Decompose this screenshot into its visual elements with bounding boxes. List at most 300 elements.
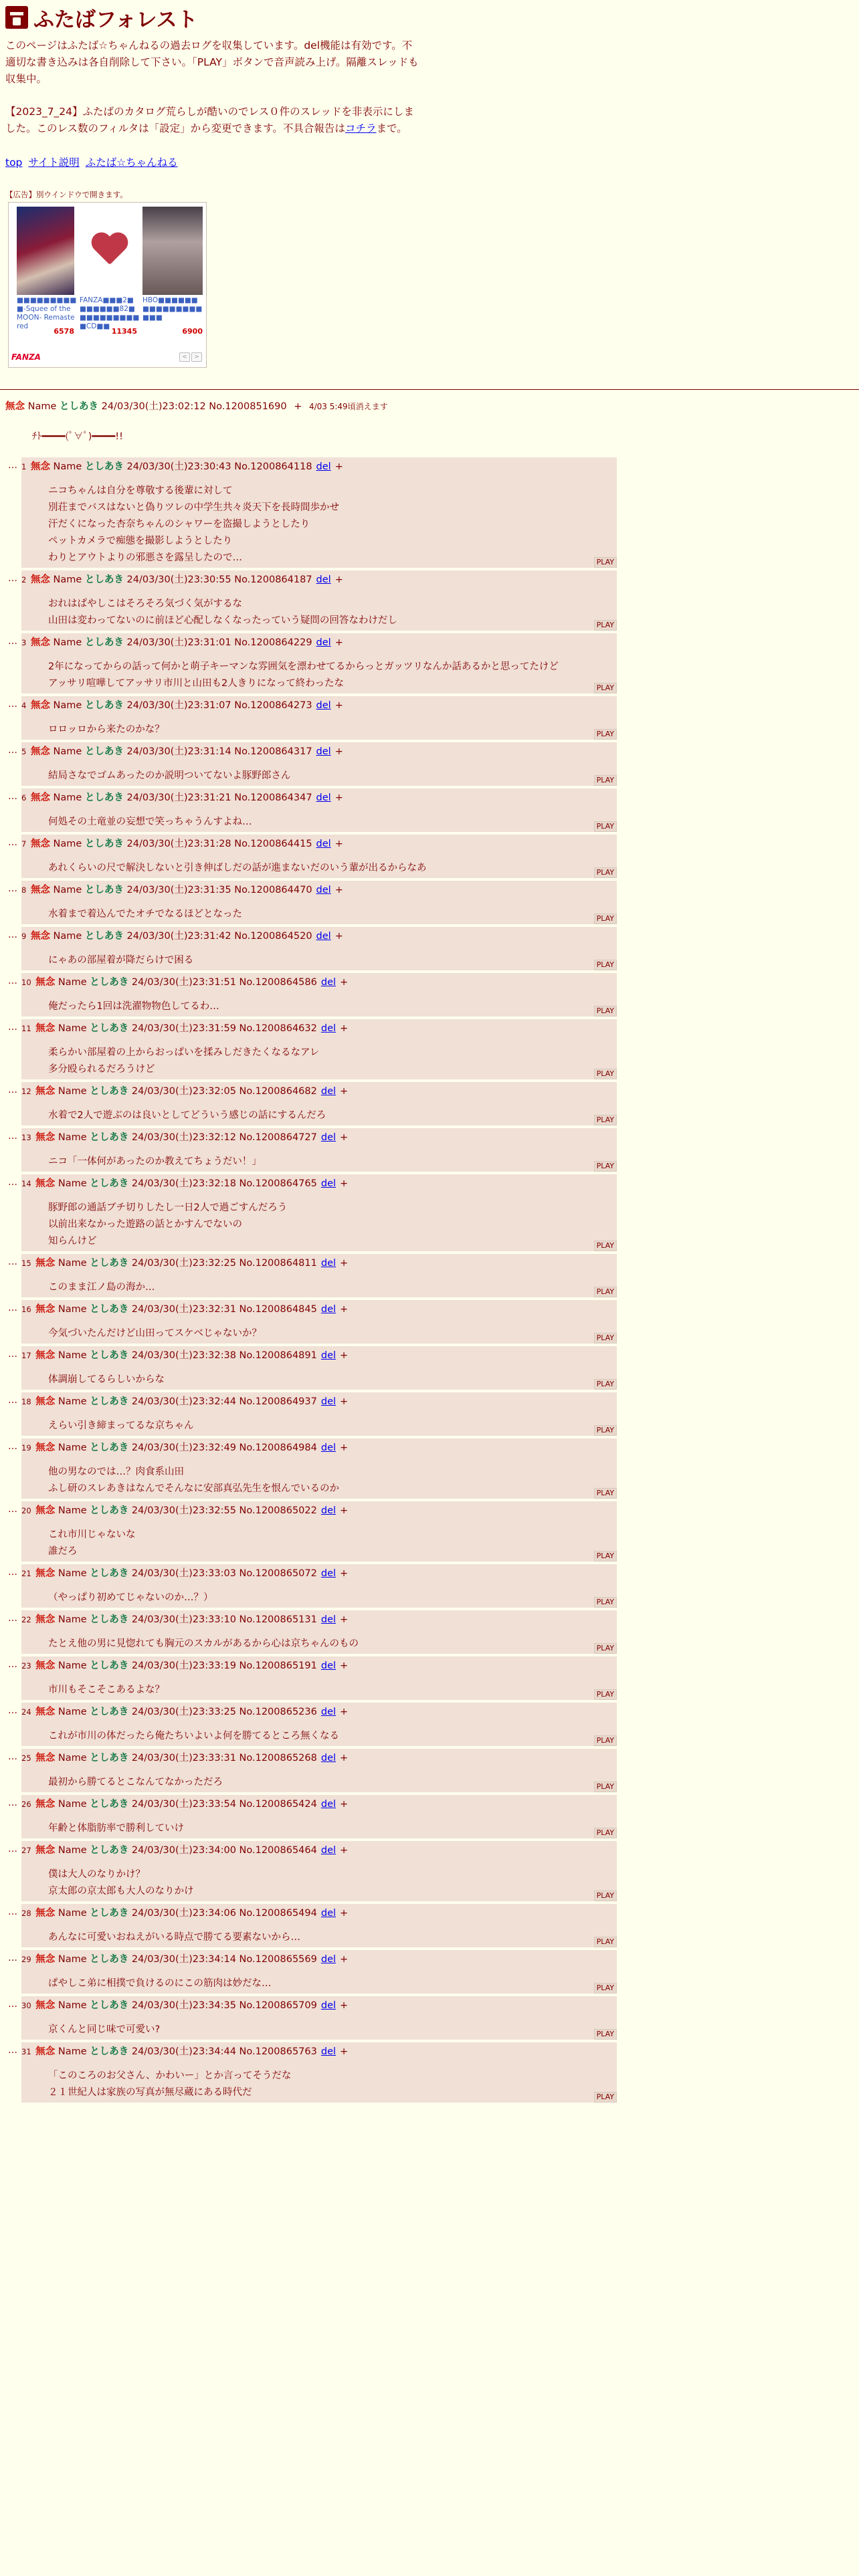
reply-body xyxy=(48,1728,617,1745)
reply-plus-button[interactable]: + xyxy=(340,1258,349,1269)
reply-name-label: Name xyxy=(53,931,82,942)
reply-del-link[interactable]: del xyxy=(320,1086,337,1097)
reply-index: 31 xyxy=(21,2047,31,2056)
ad-title-3[interactable]: HBO■■■■■■■■■■■■■■■■■■ xyxy=(142,296,203,322)
reply-name-label: Name xyxy=(58,1396,87,1407)
play-button[interactable]: PLAY xyxy=(594,821,617,832)
reply-text-line: 俺だったら1回は洗濯物物色してるわ… xyxy=(48,1001,219,1012)
reply-username: としあき xyxy=(90,1707,129,1717)
reply-header xyxy=(21,1953,617,1966)
reply-header xyxy=(21,1504,617,1517)
reply-box xyxy=(21,1841,617,1901)
reply-plus-button[interactable]: + xyxy=(340,1132,349,1143)
reply-body xyxy=(48,952,617,969)
play-button[interactable]: PLAY xyxy=(594,557,617,568)
play-button[interactable]: PLAY xyxy=(594,1161,617,1172)
reply-index: 15 xyxy=(21,1259,31,1268)
reply-row xyxy=(0,696,629,740)
play-button[interactable]: PLAY xyxy=(594,1069,617,1079)
reply-subject: 無念 xyxy=(30,461,50,472)
reply-post-number: No.1200865569 xyxy=(239,1954,317,1965)
reply-row xyxy=(0,1254,629,1297)
reply-plus-button[interactable]: + xyxy=(335,792,343,803)
reply-date: 24/03/30(土)23:34:35 xyxy=(131,2000,236,2011)
reply-del-link[interactable]: del xyxy=(320,1568,337,1579)
reply-row xyxy=(0,1501,629,1562)
reply-del-link[interactable]: del xyxy=(320,1753,337,1763)
ad-next-button[interactable]: > xyxy=(191,352,202,362)
play-button[interactable]: PLAY xyxy=(594,1379,617,1390)
reply-text-line: 京太郎の京太郎も大人のなりかけ xyxy=(48,1886,194,1897)
reply-index: 12 xyxy=(21,1087,31,1096)
reply-index: 19 xyxy=(21,1443,31,1453)
reply-box xyxy=(21,633,617,693)
reply-body xyxy=(48,998,617,1015)
reply-name-label: Name xyxy=(58,1350,87,1361)
play-button[interactable]: PLAY xyxy=(594,1597,617,1608)
reply-plus-button[interactable]: + xyxy=(340,1442,349,1453)
reply-post-number: No.1200864937 xyxy=(239,1396,317,1407)
reply-index: 21 xyxy=(21,1569,31,1578)
reply-dots: … xyxy=(8,1953,17,1963)
reply-header xyxy=(21,1349,617,1362)
reply-index: 17 xyxy=(21,1351,31,1360)
reply-date: 24/03/30(土)23:33:54 xyxy=(131,1799,236,1810)
reply-box xyxy=(21,1501,617,1562)
reply-plus-button[interactable]: + xyxy=(335,700,343,711)
ad-prev-button[interactable]: < xyxy=(179,352,190,362)
nav-futaba-link[interactable]: ふたば☆ちゃんねる xyxy=(85,156,178,169)
reply-row xyxy=(0,788,629,832)
reply-body xyxy=(48,1590,617,1606)
reply-subject: 無念 xyxy=(35,2046,56,2057)
play-button[interactable]: PLAY xyxy=(594,729,617,740)
reply-body xyxy=(48,1279,617,1296)
reply-box xyxy=(21,1174,617,1251)
reply-name-label: Name xyxy=(58,1304,87,1315)
reply-post-number: No.1200864727 xyxy=(239,1132,317,1143)
reply-date: 24/03/30(土)23:33:03 xyxy=(131,1568,236,1579)
reply-dots: … xyxy=(8,1022,17,1033)
reply-plus-button[interactable]: + xyxy=(340,1396,349,1407)
reply-row xyxy=(0,633,629,693)
reply-dots: … xyxy=(8,1659,17,1670)
reply-subject: 無念 xyxy=(30,839,50,849)
reply-date: 24/03/30(土)23:30:43 xyxy=(126,461,231,472)
reply-del-link[interactable]: del xyxy=(320,1442,337,1453)
reply-body xyxy=(48,2022,617,2038)
reply-date: 24/03/30(土)23:32:55 xyxy=(131,1505,236,1516)
play-button[interactable]: PLAY xyxy=(594,960,617,970)
reply-plus-button[interactable]: + xyxy=(335,839,343,849)
reply-row xyxy=(0,835,629,878)
reply-text-line: おれはぱやしこはそろそろ気づく気がするな xyxy=(48,599,242,609)
reply-plus-button[interactable]: + xyxy=(340,1753,349,1763)
reply-del-link[interactable]: del xyxy=(320,1707,337,1717)
reply-subject: 無念 xyxy=(35,1707,56,1717)
reply-text-line: アッサリ喧嘩してアッサリ市川と山田も2人きりになって終わったな xyxy=(48,678,345,689)
reply-del-link[interactable]: del xyxy=(320,1350,337,1361)
reply-name-label: Name xyxy=(53,746,82,757)
reply-subject: 無念 xyxy=(30,931,50,942)
play-button[interactable]: PLAY xyxy=(594,1488,617,1499)
reply-subject: 無念 xyxy=(35,1845,56,1856)
reply-username: としあき xyxy=(90,1908,129,1919)
reply-body xyxy=(48,1774,617,1791)
reply-header xyxy=(21,791,617,804)
play-button[interactable]: PLAY xyxy=(594,1643,617,1654)
reply-plus-button[interactable]: + xyxy=(340,977,349,988)
ad-title-1[interactable]: ■■■■■■■■■■-Squee of the MOON- Remastered xyxy=(17,296,77,330)
reply-plus-button[interactable]: + xyxy=(335,931,343,942)
reply-date: 24/03/30(土)23:31:14 xyxy=(126,746,231,757)
reply-plus-button[interactable]: + xyxy=(335,746,343,757)
reply-dots: … xyxy=(8,976,17,986)
reply-body xyxy=(48,1372,617,1388)
reply-date: 24/03/30(土)23:31:28 xyxy=(126,839,231,849)
play-button[interactable]: PLAY xyxy=(594,1006,617,1016)
reply-index: 14 xyxy=(21,1179,31,1188)
reply-dots: … xyxy=(8,1504,17,1515)
reply-name-label: Name xyxy=(53,461,82,472)
reply-username: としあき xyxy=(84,885,124,895)
reply-plus-button[interactable]: + xyxy=(340,2000,349,2011)
reply-subject: 無念 xyxy=(35,1178,56,1189)
reply-username: としあき xyxy=(90,1023,129,1034)
reply-row xyxy=(0,1174,629,1251)
reply-text-line: ふし研のスレあきはなんでそんなに安部真弘先生を恨んでいるのか xyxy=(48,1483,339,1494)
reply-del-link[interactable]: del xyxy=(320,1178,337,1189)
reply-post-number: No.1200864586 xyxy=(239,977,317,988)
reply-plus-button[interactable]: + xyxy=(340,1350,349,1361)
reply-username: としあき xyxy=(90,1845,129,1856)
reply-dots: … xyxy=(8,1349,17,1360)
reply-del-link[interactable]: del xyxy=(316,574,331,585)
reply-text-line: （やっぱり初めてじゃないのか…？） xyxy=(48,1592,213,1603)
reply-date: 24/03/30(土)23:32:49 xyxy=(131,1442,236,1453)
intro-notice: 【2023_7_24】ふたばのカタログ荒らしが酷いのでレス０件のスレッドを非表示にしました。このレス数のフィルタは「設定」から変更できます。不具合報告は xyxy=(5,106,414,134)
reply-box xyxy=(21,1610,617,1654)
reply-username: としあき xyxy=(84,461,124,472)
reply-dots: … xyxy=(8,699,17,710)
reply-box xyxy=(21,788,617,832)
reply-plus-button[interactable]: + xyxy=(340,1908,349,1919)
ad-image-3[interactable] xyxy=(142,207,203,295)
reply-text-line: ニコ「一体何があったのか教えてちょうだい！」 xyxy=(48,1156,262,1167)
reply-username: としあき xyxy=(90,1660,129,1671)
play-button[interactable]: PLAY xyxy=(594,1241,617,1251)
ad-image-1[interactable] xyxy=(17,207,74,295)
reply-date: 24/03/30(土)23:32:25 xyxy=(131,1258,236,1269)
reply-text-line: 年齢と体脂肪率で勝利していけ xyxy=(48,1823,184,1834)
reply-del-link[interactable]: del xyxy=(320,1908,337,1919)
reply-text-line: 以前出来なかった遊路の話とかすんでないの xyxy=(48,1219,242,1230)
reply-header xyxy=(21,1257,617,1270)
reply-post-number: No.1200865022 xyxy=(239,1505,317,1516)
report-link[interactable]: コチラ xyxy=(345,122,377,134)
reply-post-number: No.1200864811 xyxy=(239,1258,317,1269)
op-subject: 無念 xyxy=(5,401,25,412)
reply-del-link[interactable]: del xyxy=(316,700,331,711)
reply-dots: … xyxy=(8,1303,17,1313)
reply-header xyxy=(21,1085,617,1098)
reply-index: 25 xyxy=(21,1753,31,1763)
reply-date: 24/03/30(土)23:31:35 xyxy=(126,885,231,895)
reply-del-link[interactable]: del xyxy=(320,1845,337,1856)
reply-del-link[interactable]: del xyxy=(320,1023,337,1034)
reply-row xyxy=(0,570,629,631)
reply-subject: 無念 xyxy=(35,1258,56,1269)
reply-dots: … xyxy=(8,1257,17,1267)
play-button[interactable]: PLAY xyxy=(594,1782,617,1792)
reply-post-number: No.1200864470 xyxy=(234,885,312,895)
reply-row xyxy=(0,1703,629,1746)
reply-body xyxy=(48,1636,617,1652)
play-button[interactable]: PLAY xyxy=(594,1983,617,1994)
reply-del-link[interactable]: del xyxy=(320,977,337,988)
reply-dots: … xyxy=(8,745,17,756)
reply-header xyxy=(21,1303,617,1316)
reply-text-line: わりとアウトよりの邪悪さを露呈したので… xyxy=(48,552,242,563)
reply-header xyxy=(21,636,617,649)
reply-username: としあき xyxy=(84,637,124,648)
reply-del-link[interactable]: del xyxy=(320,1258,337,1269)
reply-text-line: にゃあの部屋着が降だらけで困る xyxy=(48,955,194,966)
reply-date: 24/03/30(土)23:32:05 xyxy=(131,1086,236,1097)
reply-plus-button[interactable]: + xyxy=(340,1614,349,1625)
reply-plus-button[interactable]: + xyxy=(340,1845,349,1856)
reply-plus-button[interactable]: + xyxy=(340,1954,349,1965)
reply-date: 24/03/30(土)23:32:38 xyxy=(131,1350,236,1361)
reply-text-line: ペットカメラで痴態を撮影しようとしたり xyxy=(48,536,233,546)
reply-username: としあき xyxy=(84,792,124,803)
reply-row xyxy=(0,1019,629,1079)
reply-text-line: 結局さなでゴムあったのか説明ついてないよ豚野郎さん xyxy=(48,770,291,781)
reply-username: としあき xyxy=(84,839,124,849)
ad-banner[interactable] xyxy=(8,202,207,368)
reply-box xyxy=(21,1128,617,1172)
play-button[interactable]: PLAY xyxy=(594,683,617,693)
reply-plus-button[interactable]: + xyxy=(340,1799,349,1810)
reply-index: 11 xyxy=(21,1024,31,1033)
reply-text-line: 最初から勝てるとこなんてなかっただろ xyxy=(48,1777,223,1788)
play-button[interactable]: PLAY xyxy=(594,1287,617,1297)
nav-links xyxy=(5,154,420,169)
reply-subject: 無念 xyxy=(30,574,50,585)
ad-title-2[interactable]: FANZA■■■2■■■■■■■82■■■■■■■■■■■CD■■ xyxy=(80,296,140,330)
reply-index: 9 xyxy=(21,932,27,941)
reply-date: 24/03/30(土)23:31:59 xyxy=(131,1023,236,1034)
play-button[interactable]: PLAY xyxy=(594,914,617,924)
reply-date: 24/03/30(土)23:32:18 xyxy=(131,1178,236,1189)
reply-username: としあき xyxy=(84,574,124,585)
reply-subject: 無念 xyxy=(30,885,50,895)
reply-plus-button[interactable]: + xyxy=(340,1023,349,1034)
play-button[interactable]: PLAY xyxy=(594,1689,617,1700)
site-intro xyxy=(5,37,420,137)
reply-box xyxy=(21,742,617,786)
reply-dots: … xyxy=(8,1177,17,1188)
reply-name-label: Name xyxy=(58,1178,87,1189)
reply-index: 7 xyxy=(21,839,27,849)
reply-plus-button[interactable]: + xyxy=(335,885,343,895)
reply-username: としあき xyxy=(90,1350,129,1361)
reply-plus-button[interactable]: + xyxy=(340,2046,349,2057)
play-button[interactable]: PLAY xyxy=(594,1735,617,1746)
reply-del-link[interactable]: del xyxy=(320,1132,337,1143)
reply-row xyxy=(0,1128,629,1172)
reply-plus-button[interactable]: + xyxy=(340,1086,349,1097)
reply-post-number: No.1200865268 xyxy=(239,1753,317,1763)
reply-del-link[interactable]: del xyxy=(320,1660,337,1671)
reply-dots: … xyxy=(8,1999,17,2010)
reply-text-line: 豚野郎の通話ブチ切りしたし一日2人で過ごすんだろう xyxy=(48,1202,288,1213)
reply-del-link[interactable]: del xyxy=(316,885,331,895)
reply-del-link[interactable]: del xyxy=(316,839,331,849)
reply-dots: … xyxy=(8,1613,17,1624)
reply-name-label: Name xyxy=(58,1753,87,1763)
reply-plus-button[interactable]: + xyxy=(335,637,343,648)
reply-box xyxy=(21,1346,617,1390)
reply-del-link[interactable]: del xyxy=(320,1954,337,1965)
reply-name-label: Name xyxy=(58,1132,87,1143)
play-button[interactable]: PLAY xyxy=(594,1115,617,1125)
reply-plus-button[interactable]: + xyxy=(335,461,343,472)
reply-box xyxy=(21,881,617,924)
reply-name-label: Name xyxy=(58,1568,87,1579)
play-button[interactable]: PLAY xyxy=(594,1828,617,1838)
reply-body xyxy=(48,2068,617,2101)
play-button[interactable]: PLAY xyxy=(594,775,617,786)
reply-date: 24/03/30(土)23:34:00 xyxy=(131,1845,236,1856)
reply-body xyxy=(48,860,617,877)
reply-post-number: No.1200864347 xyxy=(234,792,312,803)
play-button[interactable]: PLAY xyxy=(594,1891,617,1901)
reply-body xyxy=(48,1325,617,1342)
reply-name-label: Name xyxy=(58,1086,87,1097)
reply-del-link[interactable]: del xyxy=(320,1396,337,1407)
reply-post-number: No.1200864984 xyxy=(239,1442,317,1453)
play-button[interactable]: PLAY xyxy=(594,1333,617,1344)
reply-header xyxy=(21,930,617,943)
reply-post-number: No.1200865709 xyxy=(239,2000,317,2011)
reply-del-link[interactable]: del xyxy=(316,792,331,803)
reply-post-number: No.1200865072 xyxy=(239,1568,317,1579)
reply-header xyxy=(21,1022,617,1035)
reply-del-link[interactable]: del xyxy=(316,461,331,472)
reply-username: としあき xyxy=(84,931,124,942)
reply-plus-button[interactable]: + xyxy=(340,1304,349,1315)
reply-post-number: No.1200864229 xyxy=(234,637,312,648)
intro-paragraph-1: このページはふたば☆ちゃんねるの過去ログを収集しています。del機能は有効です。不適切な書き込みは各自削除して下さい。「PLAY」ボタンで音声読み上げ。隔離スレッドも収集中。 xyxy=(5,39,419,85)
play-button[interactable]: PLAY xyxy=(594,620,617,631)
reply-plus-button[interactable]: + xyxy=(340,1707,349,1717)
ad-price-3: 6900 xyxy=(182,327,203,336)
reply-name-label: Name xyxy=(53,885,82,895)
nav-top-link[interactable]: top xyxy=(5,156,23,169)
reply-plus-button[interactable]: + xyxy=(340,1178,349,1189)
reply-date: 24/03/30(土)23:32:12 xyxy=(131,1132,236,1143)
reply-plus-button[interactable]: + xyxy=(340,1660,349,1671)
reply-box xyxy=(21,1749,617,1792)
reply-text-line: ロロッロから来たのかな？ xyxy=(48,724,165,735)
reply-index: 18 xyxy=(21,1397,31,1406)
reply-box xyxy=(21,1392,617,1436)
reply-subject: 無念 xyxy=(35,1505,56,1516)
reply-header xyxy=(21,460,617,473)
reply-del-link[interactable]: del xyxy=(320,1505,337,1516)
play-button[interactable]: PLAY xyxy=(594,867,617,878)
reply-dots: … xyxy=(8,791,17,802)
reply-plus-button[interactable]: + xyxy=(340,1505,349,1516)
reply-username: としあき xyxy=(90,1442,129,1453)
reply-index: 4 xyxy=(21,701,27,710)
reply-del-link[interactable]: del xyxy=(316,637,331,648)
ad-image-2[interactable] xyxy=(80,207,137,295)
reply-plus-button[interactable]: + xyxy=(340,1568,349,1579)
reply-username: としあき xyxy=(90,977,129,988)
reply-post-number: No.1200865494 xyxy=(239,1908,317,1919)
reply-dots: … xyxy=(8,1705,17,1716)
nav-about-link[interactable]: サイト説明 xyxy=(28,156,80,169)
play-button[interactable]: PLAY xyxy=(594,1425,617,1436)
reply-header xyxy=(21,573,617,586)
op-plus-button[interactable]: + xyxy=(294,401,302,412)
reply-text-line: このまま江ノ島の海か… xyxy=(48,1282,155,1293)
reply-post-number: No.1200865236 xyxy=(239,1707,317,1717)
reply-text-line: たとえ他の男に見惚れても胸元のスカルがあるから心は京ちゃんのもの xyxy=(48,1638,359,1649)
play-button[interactable]: PLAY xyxy=(594,2092,617,2103)
reply-date: 24/03/30(土)23:33:19 xyxy=(131,1660,236,1671)
reply-username: としあき xyxy=(90,1753,129,1763)
reply-subject: 無念 xyxy=(30,700,50,711)
reply-subject: 無念 xyxy=(30,746,50,757)
reply-row xyxy=(0,1950,629,1994)
intro-notice-end: まで。 xyxy=(376,122,407,134)
reply-name-label: Name xyxy=(58,1505,87,1516)
reply-row xyxy=(0,1564,629,1608)
play-button[interactable]: PLAY xyxy=(594,1551,617,1562)
reply-name-label: Name xyxy=(58,1908,87,1919)
reply-del-link[interactable]: del xyxy=(316,931,331,942)
reply-del-link[interactable]: del xyxy=(320,1614,337,1625)
reply-del-link[interactable]: del xyxy=(320,2000,337,2011)
reply-body xyxy=(48,1107,617,1124)
reply-post-number: No.1200865763 xyxy=(239,2046,317,2057)
reply-post-number: No.1200865464 xyxy=(239,1845,317,1856)
reply-post-number: No.1200864765 xyxy=(239,1178,317,1189)
play-button[interactable]: PLAY xyxy=(594,1937,617,1947)
reply-name-label: Name xyxy=(58,1799,87,1810)
reply-header xyxy=(21,1751,617,1765)
reply-row xyxy=(0,457,629,568)
reply-index: 23 xyxy=(21,1661,31,1671)
reply-username: としあき xyxy=(90,2000,129,2011)
reply-username: としあき xyxy=(90,1954,129,1965)
play-button[interactable]: PLAY xyxy=(594,2029,617,2040)
reply-box xyxy=(21,696,617,740)
reply-text-line: 柔らかい部屋着の上からおっぱいを揉みしだきたくなるなアレ xyxy=(48,1047,320,1058)
reply-del-link[interactable]: del xyxy=(320,1799,337,1810)
reply-plus-button[interactable]: + xyxy=(335,574,343,585)
reply-row xyxy=(0,927,629,970)
reply-del-link[interactable]: del xyxy=(316,746,331,757)
reply-box xyxy=(21,1996,617,2040)
reply-del-link[interactable]: del xyxy=(320,2046,337,2057)
reply-subject: 無念 xyxy=(35,1954,56,1965)
reply-body xyxy=(48,1527,617,1560)
reply-del-link[interactable]: del xyxy=(320,1304,337,1315)
